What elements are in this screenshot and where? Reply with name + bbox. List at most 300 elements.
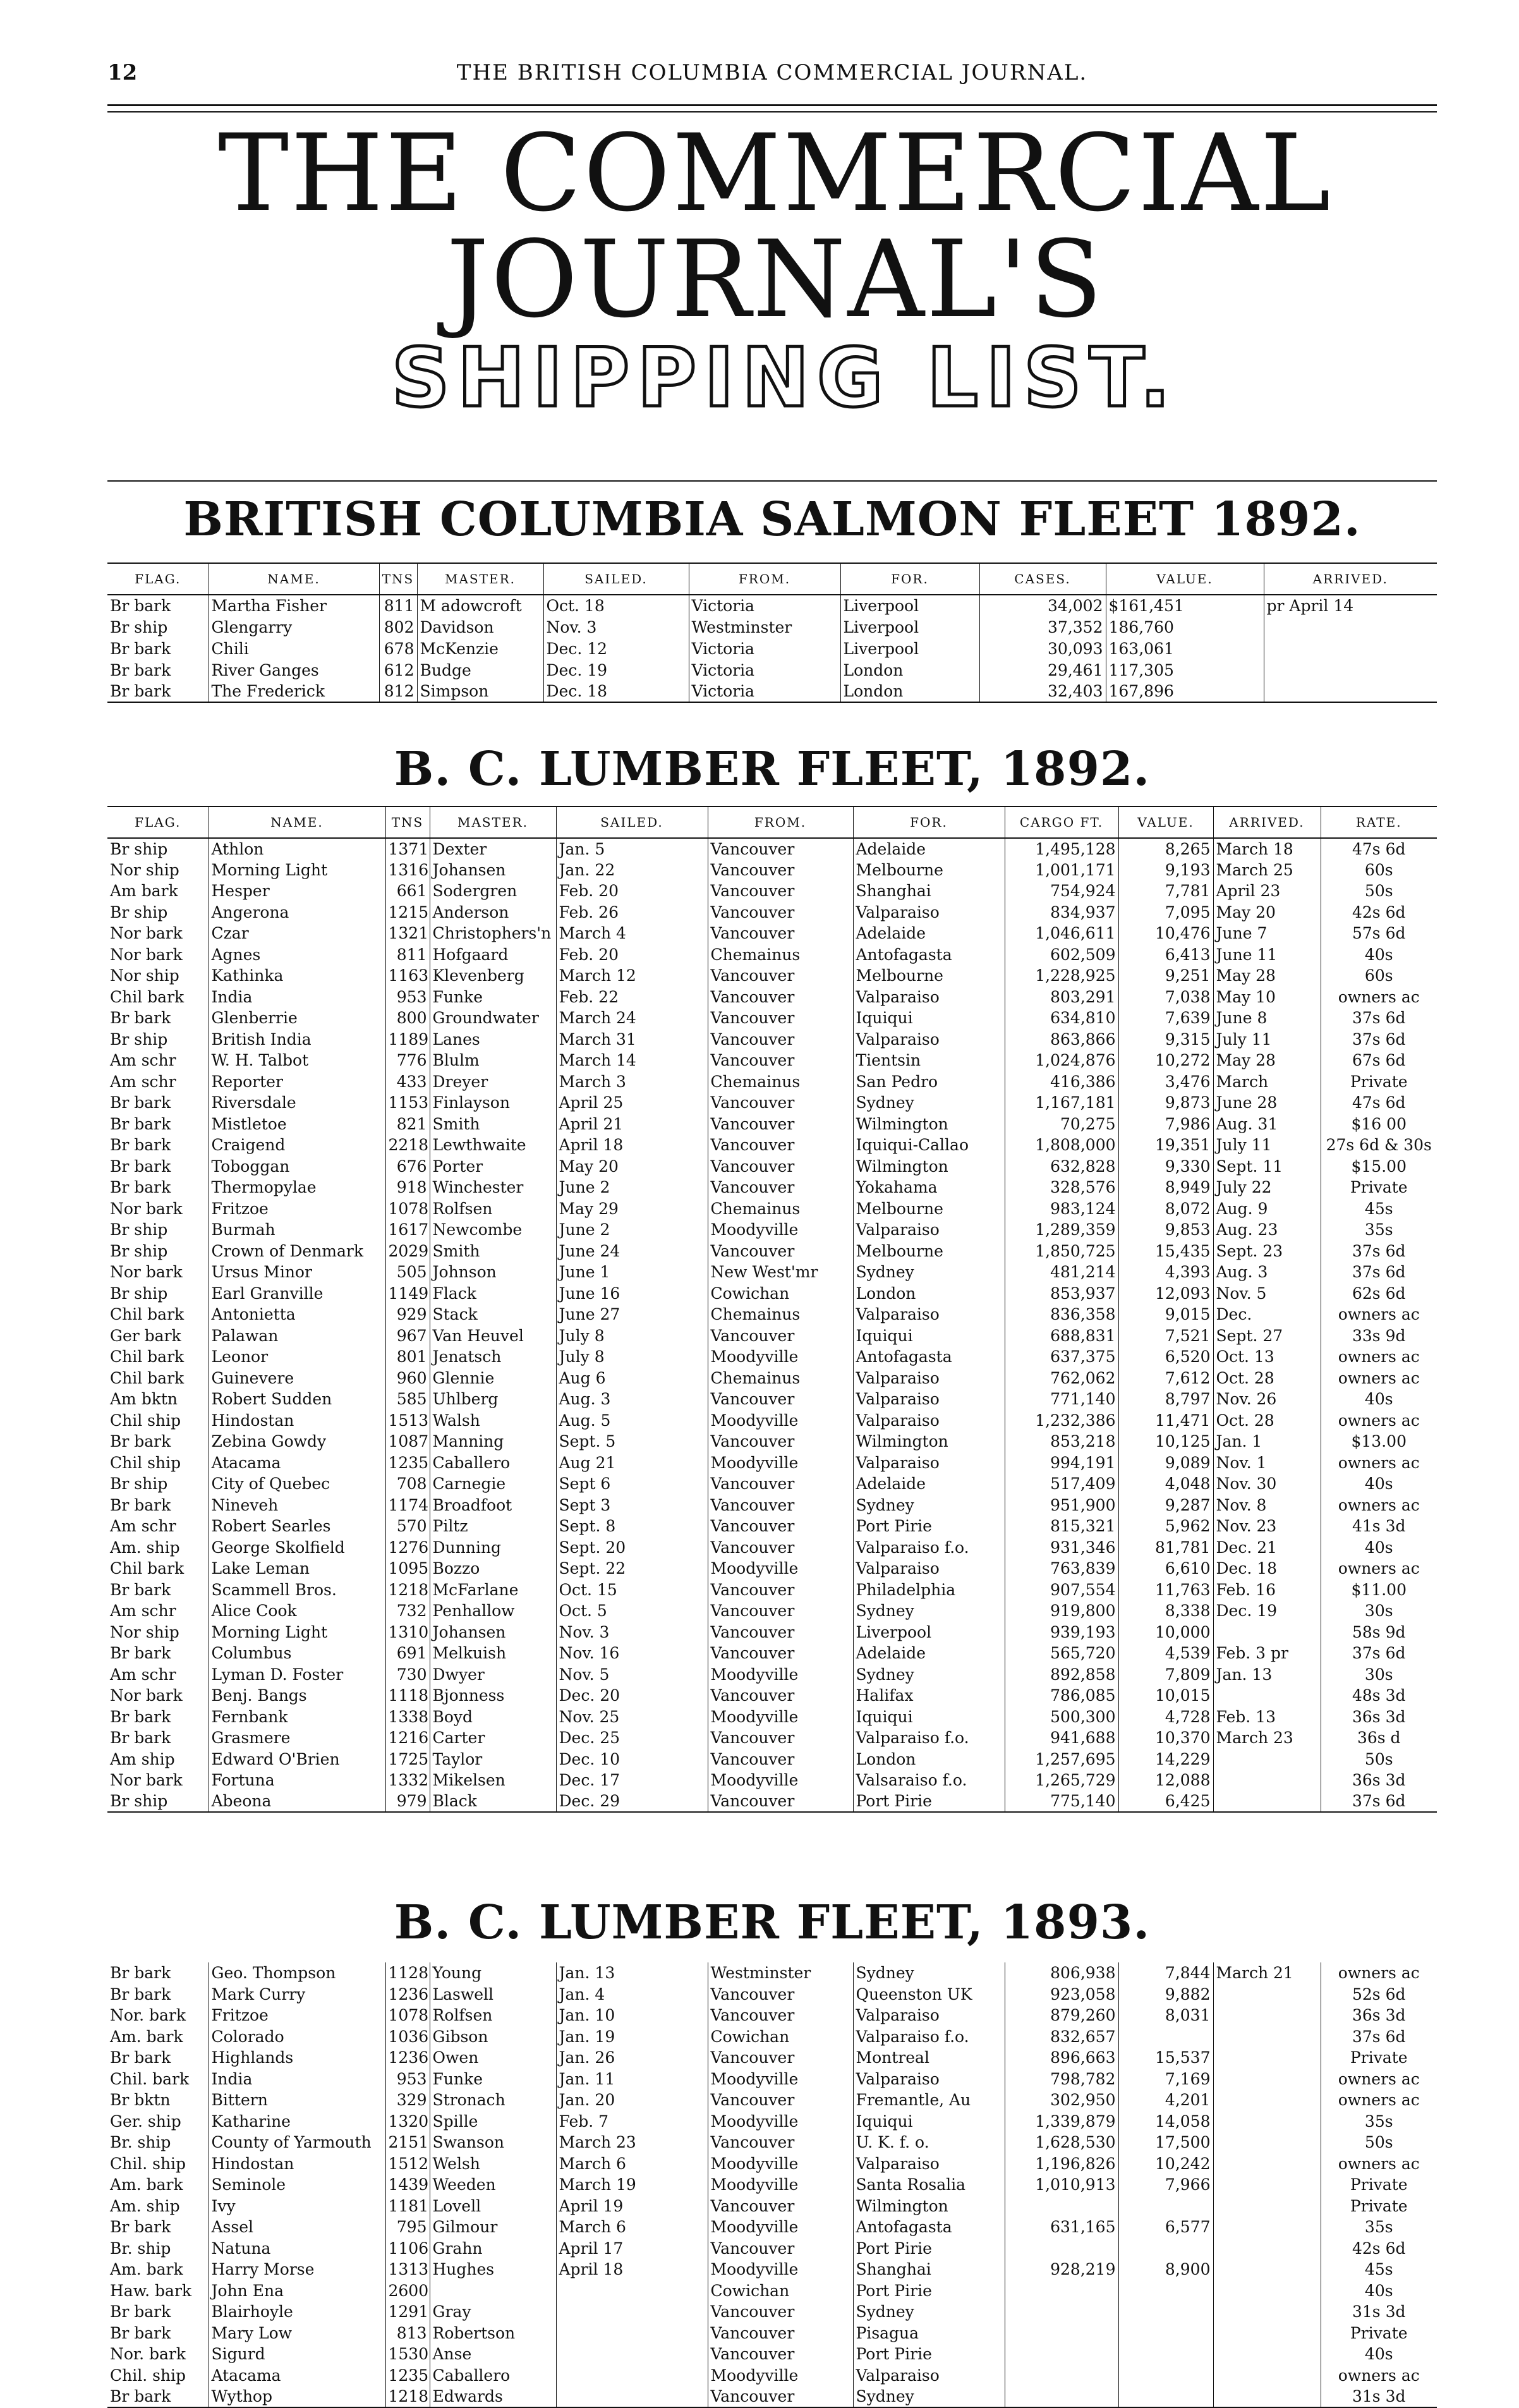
table-cell: Sodergren xyxy=(430,880,556,902)
table-cell: Br bark xyxy=(110,2218,171,2237)
table-cell: 9,015 xyxy=(1118,1304,1213,1325)
salmon-top-rule xyxy=(107,480,1437,482)
table-cell: Victoria xyxy=(689,638,840,659)
table-cell: 691 xyxy=(385,1643,430,1664)
table-cell: April 18 xyxy=(556,1134,708,1156)
table-cell: Valparaiso xyxy=(853,1452,1005,1474)
table-cell: Valparaiso f.o. xyxy=(853,2026,1005,2048)
table-cell: Br bark xyxy=(110,1432,171,1451)
table-cell: McKenzie xyxy=(417,638,543,659)
table-cell: 302,950 xyxy=(1005,2089,1118,2111)
table-cell: Victoria xyxy=(689,659,840,681)
table-cell: Vancouver xyxy=(708,1727,853,1749)
table-cell: Caballero xyxy=(430,2365,556,2387)
table-cell xyxy=(1118,2196,1213,2217)
table-cell: Black xyxy=(430,1791,556,1813)
table-cell: Am schr xyxy=(110,1051,176,1070)
table-cell: 7,169 xyxy=(1118,2069,1213,2090)
table-cell: Moodyville xyxy=(708,2365,853,2387)
table-cell: 892,858 xyxy=(1005,1664,1118,1686)
table-cell: Sept. 23 xyxy=(1213,1241,1321,1262)
table-cell: Jan. 20 xyxy=(556,2089,708,2111)
table-cell: Dec. 19 xyxy=(543,659,689,681)
table-cell: Valsaraiso f.o. xyxy=(853,1770,1005,1791)
table-cell: Br ship xyxy=(110,1220,168,1239)
table-cell: Anderson xyxy=(430,902,556,923)
table-cell: 9,251 xyxy=(1118,965,1213,987)
table-cell: Oct. 28 xyxy=(1213,1410,1321,1432)
table-cell: Nov. 8 xyxy=(1213,1495,1321,1516)
table-cell: Chil. ship xyxy=(110,2154,186,2173)
table-cell: Dec. xyxy=(1213,1304,1321,1325)
table-cell xyxy=(1118,2386,1213,2407)
table-cell: Br. ship xyxy=(110,2239,171,2258)
table-cell xyxy=(1213,1791,1321,1813)
table-cell: Lake Leman xyxy=(209,1558,385,1579)
table-cell: April 23 xyxy=(1213,880,1321,902)
table-cell: Sydney xyxy=(853,1092,1005,1114)
column-header: SAILED. xyxy=(556,806,708,838)
table-cell: Toboggan xyxy=(209,1156,385,1177)
table-row xyxy=(107,638,1437,659)
table-cell: Nor bark xyxy=(110,924,183,943)
table-cell: Glennie xyxy=(430,1368,556,1389)
table-row xyxy=(107,1007,1437,1029)
table-cell: 40s xyxy=(1321,944,1437,966)
table-cell: Sydney xyxy=(853,1600,1005,1622)
table-cell: Vancouver xyxy=(708,1389,853,1410)
table-cell: 37s 6d xyxy=(1321,1791,1437,1813)
table-cell: July 8 xyxy=(556,1346,708,1368)
table-cell: Valparaiso xyxy=(853,1389,1005,1410)
table-cell: Edwards xyxy=(430,2386,556,2407)
table-cell: 62s 6d xyxy=(1321,1283,1437,1304)
table-cell: Adelaide xyxy=(853,1473,1005,1495)
table-cell: Riversdale xyxy=(209,1092,385,1114)
table-row xyxy=(107,2089,1437,2111)
table-cell: Br bark xyxy=(110,1964,171,1983)
table-cell: July 22 xyxy=(1213,1177,1321,1198)
table-cell: Yokahama xyxy=(853,1177,1005,1198)
table-row xyxy=(107,2386,1437,2407)
table-cell xyxy=(556,2386,708,2407)
table-row xyxy=(107,1304,1437,1325)
table-cell: Jan. 11 xyxy=(556,2069,708,2090)
table-cell: Feb. 13 xyxy=(1213,1706,1321,1728)
table-cell: 1153 xyxy=(385,1092,430,1114)
table-cell: 8,031 xyxy=(1118,2005,1213,2026)
table-cell: Pisagua xyxy=(853,2323,1005,2344)
table-cell: 45s xyxy=(1321,2259,1437,2280)
table-cell: Sydney xyxy=(853,1495,1005,1516)
table-row xyxy=(107,1410,1437,1432)
table-row xyxy=(107,923,1437,944)
table-cell: Chil ship xyxy=(110,1411,181,1430)
table-cell: Vancouver xyxy=(708,1984,853,2005)
table-cell: City of Quebec xyxy=(209,1473,385,1495)
table-cell xyxy=(1213,2132,1321,2153)
table-cell: 37,352 xyxy=(979,616,1106,638)
table-cell: Am schr xyxy=(110,1517,176,1536)
table-cell: 7,521 xyxy=(1118,1325,1213,1347)
table-cell: 1095 xyxy=(385,1558,430,1579)
table-cell: 6,610 xyxy=(1118,1558,1213,1579)
table-cell: 19,351 xyxy=(1118,1134,1213,1156)
table-cell: India xyxy=(209,987,385,1008)
column-header: NAME. xyxy=(209,563,379,595)
table-cell: Moodyville xyxy=(708,2216,853,2238)
table-cell: 678 xyxy=(379,638,417,659)
table-cell: Burmah xyxy=(209,1219,385,1241)
table-cell: June 11 xyxy=(1213,944,1321,966)
table-cell: 4,393 xyxy=(1118,1262,1213,1283)
table-cell: March 18 xyxy=(1213,838,1321,860)
table-cell: Chil bark xyxy=(110,1347,185,1366)
table-cell: Westminster xyxy=(689,616,840,638)
table-cell: Stack xyxy=(430,1304,556,1325)
table-cell: 15,537 xyxy=(1118,2047,1213,2069)
table-cell: Valparaiso f.o. xyxy=(853,1727,1005,1749)
table-cell: 40s xyxy=(1321,1389,1437,1410)
table-cell: Harry Morse xyxy=(209,2259,385,2280)
table-cell: Sept. 27 xyxy=(1213,1325,1321,1347)
table-cell: 6,577 xyxy=(1118,2216,1213,2238)
table-cell: 1,010,913 xyxy=(1005,2174,1118,2196)
table-cell: 7,639 xyxy=(1118,1007,1213,1029)
table-cell: owners ac xyxy=(1321,2153,1437,2175)
table-cell: Mark Curry xyxy=(209,1984,385,2005)
table-cell: Moodyville xyxy=(708,1664,853,1686)
table-row xyxy=(107,1262,1437,1283)
table-cell: 11,471 xyxy=(1118,1410,1213,1432)
table-cell: June 7 xyxy=(1213,923,1321,944)
table-cell: 1215 xyxy=(385,902,430,923)
table-cell: June 2 xyxy=(556,1219,708,1241)
table-cell: Private xyxy=(1321,1071,1437,1093)
table-cell: $15.00 xyxy=(1321,1156,1437,1177)
table-cell: Private xyxy=(1321,1177,1437,1198)
table-row xyxy=(107,1368,1437,1389)
table-cell: 708 xyxy=(385,1473,430,1495)
table-row xyxy=(107,1579,1437,1601)
table-cell: Vancouver xyxy=(708,2005,853,2026)
table-cell: Br bark xyxy=(110,1093,171,1112)
table-cell: 1149 xyxy=(385,1283,430,1304)
table-cell: 11,763 xyxy=(1118,1579,1213,1601)
table-cell xyxy=(556,2323,708,2344)
table-cell: 186,760 xyxy=(1106,616,1264,638)
table-cell: Robert Sudden xyxy=(209,1389,385,1410)
salmon-fleet-title: BRITISH COLUMBIA SALMON FLEET 1892. xyxy=(183,492,1361,547)
table-cell: Aug. 5 xyxy=(556,1410,708,1432)
table-cell: Chil ship xyxy=(110,1453,181,1472)
table-row xyxy=(107,1156,1437,1177)
table-cell: 863,866 xyxy=(1005,1029,1118,1050)
table-cell: 36s d xyxy=(1321,1727,1437,1749)
table-cell: Vancouver xyxy=(708,1050,853,1071)
table-row xyxy=(107,1177,1437,1198)
table-cell: 163,061 xyxy=(1106,638,1264,659)
page-number: 12 xyxy=(107,60,138,85)
table-cell: Jan. 1 xyxy=(1213,1431,1321,1452)
table-cell: Montreal xyxy=(853,2047,1005,2069)
table-cell: 7,966 xyxy=(1118,2174,1213,2196)
table-cell: Lewthwaite xyxy=(430,1134,556,1156)
table-cell xyxy=(1213,2386,1321,2407)
table-cell: Port Pirie xyxy=(853,1516,1005,1537)
table-row xyxy=(107,1473,1437,1495)
table-row xyxy=(107,2196,1437,2217)
table-cell: March 31 xyxy=(556,1029,708,1050)
table-cell: Flack xyxy=(430,1283,556,1304)
table-cell: 1371 xyxy=(385,838,430,860)
table-cell: 31s 3d xyxy=(1321,2301,1437,2323)
table-row xyxy=(107,659,1437,681)
table-cell: Oct. 28 xyxy=(1213,1368,1321,1389)
table-cell: Piltz xyxy=(430,1516,556,1537)
table-cell: Wythop xyxy=(209,2386,385,2407)
table-cell: Van Heuvel xyxy=(430,1325,556,1347)
column-header: RATE. xyxy=(1321,806,1437,838)
table-cell: 31s 3d xyxy=(1321,2386,1437,2407)
table-cell: Guinevere xyxy=(209,1368,385,1389)
table-cell: 802 xyxy=(379,616,417,638)
table-row xyxy=(107,1198,1437,1220)
table-row xyxy=(107,1770,1437,1791)
table-row xyxy=(107,987,1437,1008)
table-row xyxy=(107,860,1437,881)
table-cell: Moodyville xyxy=(708,1706,853,1728)
table-cell: New West'mr xyxy=(708,1262,853,1283)
table-cell: Iquiqui xyxy=(853,2111,1005,2132)
table-cell: Boyd xyxy=(430,1706,556,1728)
table-cell: Port Pirie xyxy=(853,2238,1005,2259)
table-cell: Vancouver xyxy=(708,2386,853,2407)
table-cell: 763,839 xyxy=(1005,1558,1118,1579)
table-cell: Ursus Minor xyxy=(209,1262,385,1283)
table-cell: River Ganges xyxy=(209,659,379,681)
table-cell: Moodyville xyxy=(708,1558,853,1579)
table-cell: 7,844 xyxy=(1118,1962,1213,1984)
table-cell: 732 xyxy=(385,1600,430,1622)
table-cell: June 27 xyxy=(556,1304,708,1325)
table-cell: Walsh xyxy=(430,1410,556,1432)
table-cell: 1235 xyxy=(385,1452,430,1474)
table-cell: 1,495,128 xyxy=(1005,838,1118,860)
table-cell: Feb. 16 xyxy=(1213,1579,1321,1601)
table-cell: Vancouver xyxy=(708,2301,853,2323)
table-cell: Vancouver xyxy=(708,1749,853,1770)
table-cell: Moodyville xyxy=(708,2153,853,2175)
table-cell: Nov. 5 xyxy=(1213,1283,1321,1304)
table-cell: Iquiqui xyxy=(853,1706,1005,1728)
table-cell: 36s 3d xyxy=(1321,1770,1437,1791)
table-cell: May 20 xyxy=(556,1156,708,1177)
table-cell: Br ship xyxy=(110,1241,168,1260)
table-cell: Am schr xyxy=(110,1665,176,1684)
table-cell: Colorado xyxy=(209,2026,385,2048)
table-cell: Sigurd xyxy=(209,2344,385,2365)
table-cell: owners ac xyxy=(1321,2069,1437,2090)
table-cell: 1163 xyxy=(385,965,430,987)
table-cell xyxy=(1005,2280,1118,2302)
table-cell: 983,124 xyxy=(1005,1198,1118,1220)
table-cell xyxy=(1005,2323,1118,2344)
table-cell: Vancouver xyxy=(708,1643,853,1664)
table-cell: Valparaiso xyxy=(853,987,1005,1008)
table-cell: Sydney xyxy=(853,1262,1005,1283)
table-cell: Sept. 22 xyxy=(556,1558,708,1579)
table-cell: Leonor xyxy=(209,1346,385,1368)
table-cell: 4,048 xyxy=(1118,1473,1213,1495)
table-cell: U. K. f. o. xyxy=(853,2132,1005,2153)
table-cell: Nor. bark xyxy=(110,2006,186,2025)
table-cell: 500,300 xyxy=(1005,1706,1118,1728)
table-cell: 505 xyxy=(385,1262,430,1283)
table-cell: Vancouver xyxy=(708,2196,853,2217)
table-cell: 7,809 xyxy=(1118,1664,1213,1686)
table-cell: Fritzoe xyxy=(209,2005,385,2026)
table-cell: Br ship xyxy=(110,839,168,858)
table-cell: Jan. 4 xyxy=(556,1984,708,2005)
table-cell: Funke xyxy=(430,2069,556,2090)
table-cell: 798,782 xyxy=(1005,2069,1118,2090)
table-cell: Br ship xyxy=(110,1030,168,1049)
table-cell: Nor bark xyxy=(110,1199,183,1218)
table-cell: Feb. 20 xyxy=(556,880,708,902)
table-cell: Sept. 20 xyxy=(556,1537,708,1559)
table-cell: 632,828 xyxy=(1005,1156,1118,1177)
table-cell: Br bktn xyxy=(110,2091,171,2110)
table-cell xyxy=(1213,2111,1321,2132)
table-cell: Moodyville xyxy=(708,1410,853,1432)
table-cell: Br bark xyxy=(110,2323,171,2342)
table-cell: Nor bark xyxy=(110,1771,183,1790)
table-cell: Dexter xyxy=(430,838,556,860)
table-cell: Vancouver xyxy=(708,2089,853,2111)
table-cell xyxy=(1005,2344,1118,2365)
table-cell: Vancouver xyxy=(708,838,853,860)
table-cell: 1530 xyxy=(385,2344,430,2365)
table-row xyxy=(107,1283,1437,1304)
table-cell: Czar xyxy=(209,923,385,944)
table-cell: Jenatsch xyxy=(430,1346,556,1368)
table-cell: 1106 xyxy=(385,2238,430,2259)
table-cell: 30,093 xyxy=(979,638,1106,659)
table-cell: Am. bark xyxy=(110,2260,183,2279)
table-cell: 928,219 xyxy=(1005,2259,1118,2280)
table-cell: Glengarry xyxy=(209,616,379,638)
table-row xyxy=(107,1071,1437,1093)
table-cell xyxy=(556,2365,708,2387)
table-cell: Earl Granville xyxy=(209,1283,385,1304)
table-cell: Private xyxy=(1321,2196,1437,2217)
table-cell: Am schr xyxy=(110,1072,176,1091)
table-cell: April 17 xyxy=(556,2238,708,2259)
table-cell: Br ship xyxy=(107,1791,209,1813)
table-cell: March 19 xyxy=(556,2174,708,2196)
table-row xyxy=(107,1050,1437,1071)
table-cell: Aug 21 xyxy=(556,1452,708,1474)
table-cell xyxy=(1213,2026,1321,2048)
table-cell: Chemainus xyxy=(708,1368,853,1389)
table-cell xyxy=(1213,2280,1321,2302)
table-cell: 1291 xyxy=(385,2301,430,2323)
table-cell: 1,228,925 xyxy=(1005,965,1118,987)
table-cell: 1118 xyxy=(385,1685,430,1706)
column-header: FLAG. xyxy=(107,806,209,838)
table-cell: Br bark xyxy=(110,2302,171,2321)
table-cell xyxy=(1005,2365,1118,2387)
table-cell: Fritzoe xyxy=(209,1198,385,1220)
table-cell: Valparaiso xyxy=(853,1219,1005,1241)
table-cell: Nov. 30 xyxy=(1213,1473,1321,1495)
table-cell: Dec. 12 xyxy=(543,638,689,659)
table-cell: Vancouver xyxy=(708,1007,853,1029)
table-cell: McFarlane xyxy=(430,1579,556,1601)
table-cell xyxy=(1264,659,1437,681)
table-cell: owners ac xyxy=(1321,1558,1437,1579)
table-cell: 771,140 xyxy=(1005,1389,1118,1410)
table-cell: Vancouver xyxy=(708,965,853,987)
table-cell: Morning Light xyxy=(209,1622,385,1643)
table-cell: Vancouver xyxy=(708,987,853,1008)
table-cell: 1,265,729 xyxy=(1005,1770,1118,1791)
table-cell xyxy=(1005,2386,1118,2407)
table-cell: Am bark xyxy=(110,882,178,901)
table-cell: Bjonness xyxy=(430,1685,556,1706)
table-row xyxy=(107,2216,1437,2238)
table-cell: Oct. 13 xyxy=(1213,1346,1321,1368)
table-cell: Br ship xyxy=(110,617,168,636)
table-cell: Vancouver xyxy=(708,902,853,923)
table-cell: 433 xyxy=(385,1071,430,1093)
table-cell: owners ac xyxy=(1321,1368,1437,1389)
table-cell: 7,038 xyxy=(1118,987,1213,1008)
table-cell: 602,509 xyxy=(1005,944,1118,966)
table-cell: 6,520 xyxy=(1118,1346,1213,1368)
table-cell: 1617 xyxy=(385,1219,430,1241)
table-cell: March xyxy=(1213,1071,1321,1093)
table-cell: Iquiqui xyxy=(853,1007,1005,1029)
table-cell: Mary Low xyxy=(209,2323,385,2344)
table-cell: Am. ship xyxy=(110,1538,180,1557)
table-cell: Dwyer xyxy=(430,1664,556,1686)
table-cell: 15,435 xyxy=(1118,1241,1213,1262)
table-cell: March 6 xyxy=(556,2216,708,2238)
table-cell: 14,058 xyxy=(1118,2111,1213,2132)
table-cell: Br bark xyxy=(110,1136,171,1155)
table-cell: Feb. 26 xyxy=(556,902,708,923)
column-header: SAILED. xyxy=(543,563,689,595)
table-cell xyxy=(556,2280,708,2302)
table-cell: 10,272 xyxy=(1118,1050,1213,1071)
table-cell: owners ac xyxy=(1321,1962,1437,1984)
table-cell: Klevenberg xyxy=(430,965,556,987)
table-cell: Shanghai xyxy=(853,2259,1005,2280)
table-cell: 795 xyxy=(385,2216,430,2238)
table-cell: Groundwater xyxy=(430,1007,556,1029)
table-row xyxy=(107,2047,1437,2069)
table-cell: Dreyer xyxy=(430,1071,556,1093)
table-cell: 81,781 xyxy=(1118,1537,1213,1559)
table-cell: 9,315 xyxy=(1118,1029,1213,1050)
column-header: NAME. xyxy=(209,806,385,838)
table-cell: Chil. bark xyxy=(110,2069,190,2088)
table-cell: 853,937 xyxy=(1005,1283,1118,1304)
table-cell: Dec. 17 xyxy=(556,1770,708,1791)
table-cell xyxy=(1213,2005,1321,2026)
